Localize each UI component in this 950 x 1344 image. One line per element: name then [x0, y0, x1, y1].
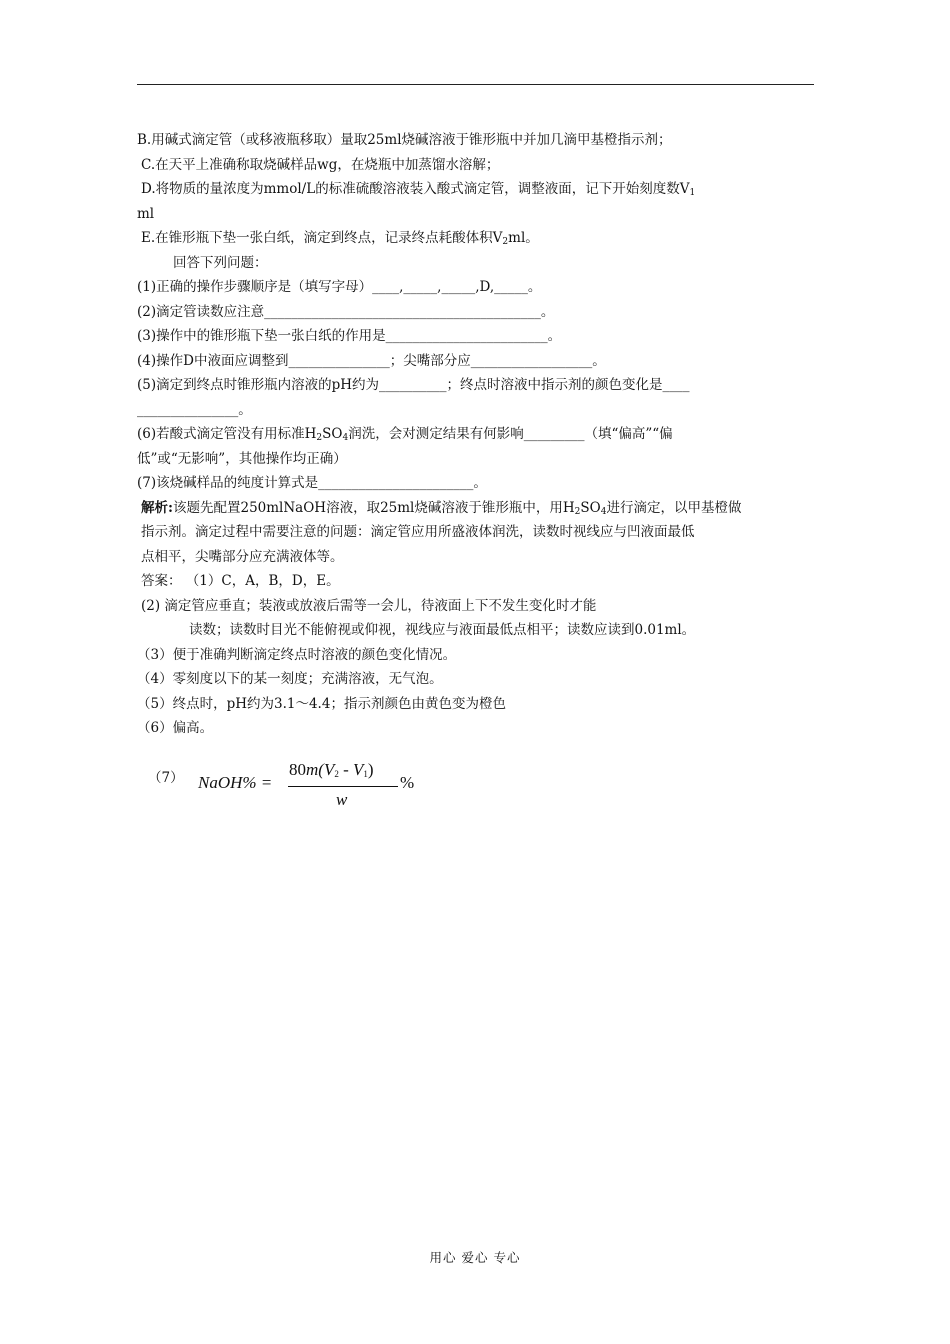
analysis-line-1: 解析:该题先配置250mlNaOH溶液，取25ml烧碱溶液于锥形瓶中，用$H_2SO_4$进行滴定，以甲基橙做 [141, 499, 742, 517]
question-3: (3)操作中的锥形瓶下垫一张白纸的作用是________________________。 [137, 328, 562, 344]
formula-label: （7） [148, 770, 184, 786]
answer-1: 答案： （1）C，A，B，D，E。 [141, 573, 340, 589]
question-6-continued: 低”或“无影响”，其他操作均正确） [137, 450, 347, 467]
answer-prompt: 回答下列问题： [173, 254, 268, 271]
answer-6: （6）偏高。 [137, 720, 214, 736]
step-d: D.将物质的量浓度为mmol/L的标准硫酸溶液装入酸式滴定管，调整液面，记下开始刻度数$V_1$ [141, 181, 696, 198]
answer-5: （5）终点时，pH约为3.1～4.4；指示剂颜色由黄色变为橙色 [137, 695, 506, 712]
formula-lhs: NaOH% = [198, 773, 273, 792]
header-rule [137, 84, 814, 85]
purity-formula [148, 760, 468, 820]
answer-2-continued: 读数；读数时目光不能俯视或仰视，视线应与液面最低点相平；读数应读到0.01ml。 [189, 622, 696, 638]
question-5-continued: _______________。 [137, 401, 252, 418]
analysis-label: 解析 [141, 499, 168, 516]
formula-percent: % [400, 773, 415, 792]
step-c: C.在天平上准确称取烧碱样品wg，在烧瓶中加蒸馏水溶解； [141, 156, 500, 173]
question-body [137, 128, 815, 741]
formula-numerator: $80m(V_2 - V_1)$ [289, 760, 374, 779]
formula-denominator: w [336, 790, 348, 809]
question-2: (2)滴定管读数应注意_________________________________________。 [137, 303, 555, 320]
analysis-line-3: 点相平，尖嘴部分应充满液体等。 [141, 548, 344, 565]
answer-2: (2) 滴定管应垂直；装液或放液后需等一会儿，待液面上下不发生变化时才能 [141, 597, 597, 614]
question-4: (4)操作D中液面应调整到_______________；尖嘴部分应__________________。 [137, 352, 606, 369]
fraction-bar [288, 786, 398, 787]
answer-label: 答案： [141, 573, 182, 589]
page-footer: 用心 爱心 专心 [429, 1250, 521, 1265]
question-1: (1)正确的操作步骤顺序是（填写字母）____,_____,_____,D,_____。 [137, 279, 542, 295]
question-5: (5)滴定到终点时锥形瓶内溶液的pH约为__________；终点时溶液中指示剂的颜色变化是____ [137, 377, 690, 393]
step-d-continued: ml [137, 205, 155, 222]
answer-4: （4）零刻度以下的某一刻度；充满溶液，无气泡。 [137, 671, 443, 687]
question-7: (7)该烧碱样品的纯度计算式是_______________________。 [137, 475, 487, 491]
step-b: B.用碱式滴定管（或移液瓶移取）量取25ml烧碱溶液于锥形瓶中并加几滴甲基橙指示剂； [137, 132, 672, 148]
step-e: E.在锥形瓶下垫一张白纸，滴定到终点，记录终点耗酸体积$V_2ml$。 [141, 230, 539, 247]
answer-3: （3）便于准确判断滴定终点时溶液的颜色变化情况。 [137, 646, 457, 663]
analysis-line-2: 指示剂。滴定过程中需要注意的问题：滴定管应用所盛液体润洗，读数时视线应与凹液面最低 [141, 524, 695, 540]
question-6: (6)若酸式滴定管没有用标准$H_2SO_4$润洗，会对测定结果有何影响_________（填“偏高”“偏 [137, 426, 673, 443]
